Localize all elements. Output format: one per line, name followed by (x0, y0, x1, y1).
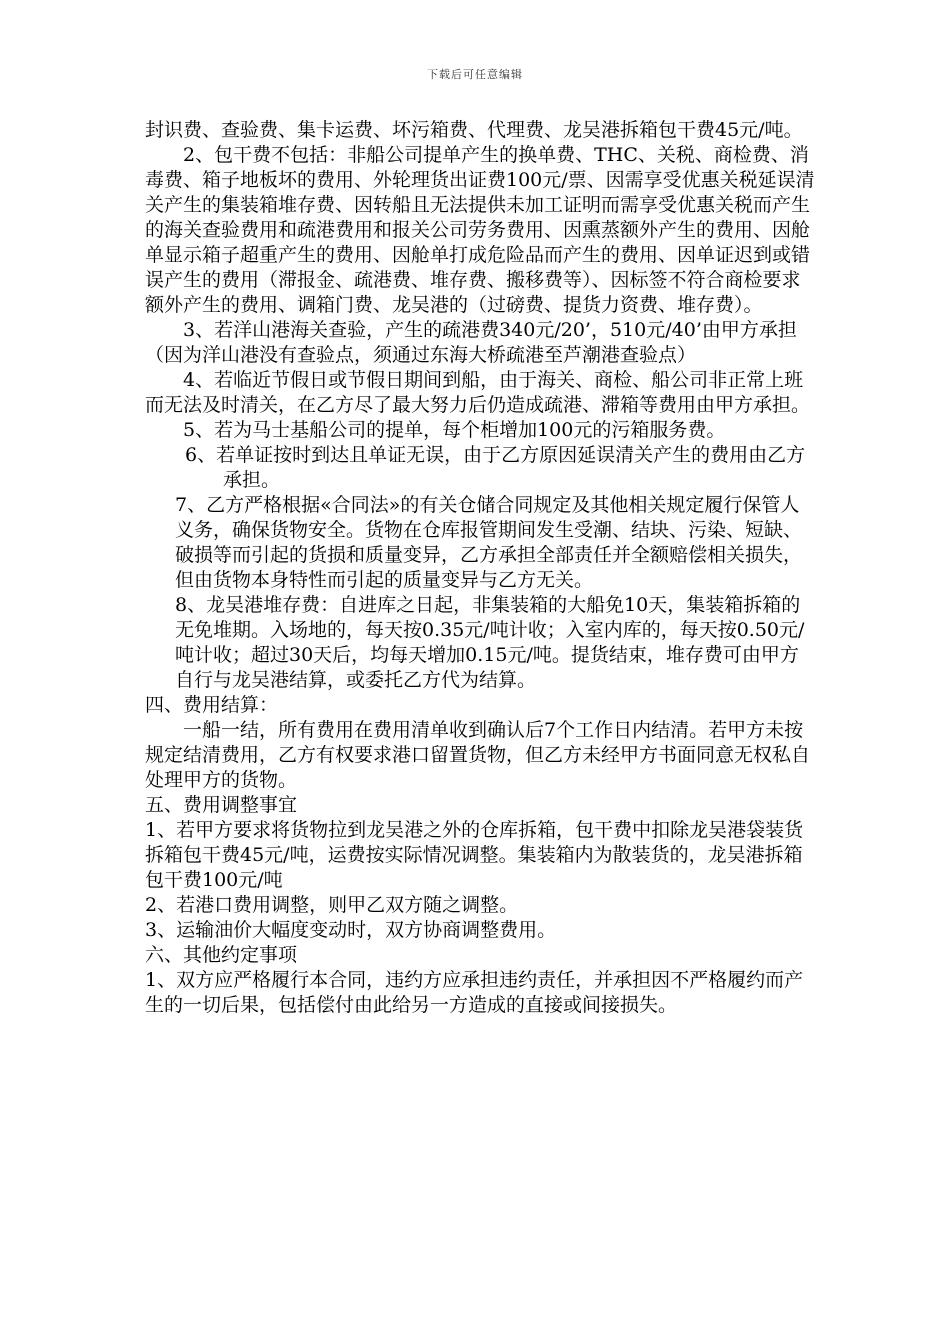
section-6-heading: 六、其他约定事项 (145, 944, 298, 966)
section-5-item-2: 2、若港口费用调整，则甲乙双方随之调整。 (145, 894, 519, 916)
section-6-item-1: 1、双方应严格履行本合同，违约方应承担违约责任，并承担因不严格履约而产生的一切后果，包括偿付由此给另一方造成的直接或间接损失。 (145, 969, 804, 1016)
page-header: 下载后可任意编辑 (427, 68, 523, 81)
clause-4-holiday-arrival: 4、若临近节假日或节假日期间到船，由于海关、商检、船公司非正常上班而无法及时清关，在乙方尽了最大努力后仍造成疏港、滞箱等费用由甲方承担。 (145, 369, 811, 416)
clause-7-storage-liability: 7、乙方严格根据«合同法»的有关仓储合同规定及其他相关规定履行保管人义务，确保货物安全。货物在仓库报管期间发生受潮、结块、污染、短缺、破损等而引起的货损和质量变异，乙方承担全部责任并全额赔偿相关损失，但由货物本身特性而引起的质量变异与乙方无关。 (175, 494, 803, 591)
section-5-heading: 五、费用调整事宜 (145, 794, 298, 816)
clause-3-yangshan-inspection: 3、若洋山港海关查验，产生的疏港费340元/20’，510元/40’由甲方承担（因为洋山港没有查验点，须通过东海大桥疏港至芦潮港查验点） (145, 319, 797, 366)
section-5-item-1: 1、若甲方要求将货物拉到龙吴港之外的仓库拆箱，包干费中扣除龙吴港袋装货拆箱包干费45元/吨，运费按实际情况调整。集装箱内为散装货的，龙吴港拆箱包干费100元/吨 (145, 819, 804, 891)
clause-2-exclusions: 2、包干费不包括：非船公司提单产生的换单费、THC、关税、商检费、消毒费、箱子地板坏的费用、外轮理货出证费100元/票、因需享受优惠关税延误清关产生的集装箱堆存费、因转船且无法提供未加工证明而需享受优惠关税而产生的海关查验费用和疏港费用和报关公司劳务费用、因熏蒸额外产生的费用、因舱单显示箱子超重产生的费用、因舱单打成危险品而产生的费用、因单证迟到或错误产生的费用（滞报金、疏港费、堆存费、搬移费等）、因标签不符合商检要求额外产生的费用、调箱门费、龙吴港的（过磅费、提货力资费、堆存费）。 (145, 144, 815, 316)
clause-8-storage-fees: 8、龙吴港堆存费：自进库之日起，非集装箱的大船免10天，集装箱拆箱的无免堆期。入场地的，每天按0.35元/吨计收；入室内库的，每天按0.50元/吨计收；超过30天后，均每天增加0.15元/吨。提货结束，堆存费可由甲方自行与龙吴港结算，或委托乙方代为结算。 (175, 594, 805, 691)
paragraph-packaged-fees: 封识费、查验费、集卡运费、坏污箱费、代理费、龙吴港拆箱包干费45元/吨。 (145, 119, 803, 141)
section-4-settlement: 一船一结，所有费用在费用清单收到确认后7个工作日内结清。若甲方未按规定结清费用，乙方有权要求港口留置货物，但乙方未经甲方书面同意无权私自处理甲方的货物。 (145, 719, 811, 791)
clause-6-document-delay: 6、若单证按时到达且单证无误，由于乙方原因延误清关产生的费用由乙方承担。 (185, 444, 806, 491)
clause-5-maersk-bill: 5、若为马士基船公司的提单，每个柜增加100元的污箱服务费。 (183, 419, 726, 441)
document-body (145, 118, 815, 1018)
section-5-item-3: 3、运输油价大幅度变动时，双方协商调整费用。 (145, 919, 557, 941)
section-4-heading: 四、费用结算： (145, 694, 279, 716)
